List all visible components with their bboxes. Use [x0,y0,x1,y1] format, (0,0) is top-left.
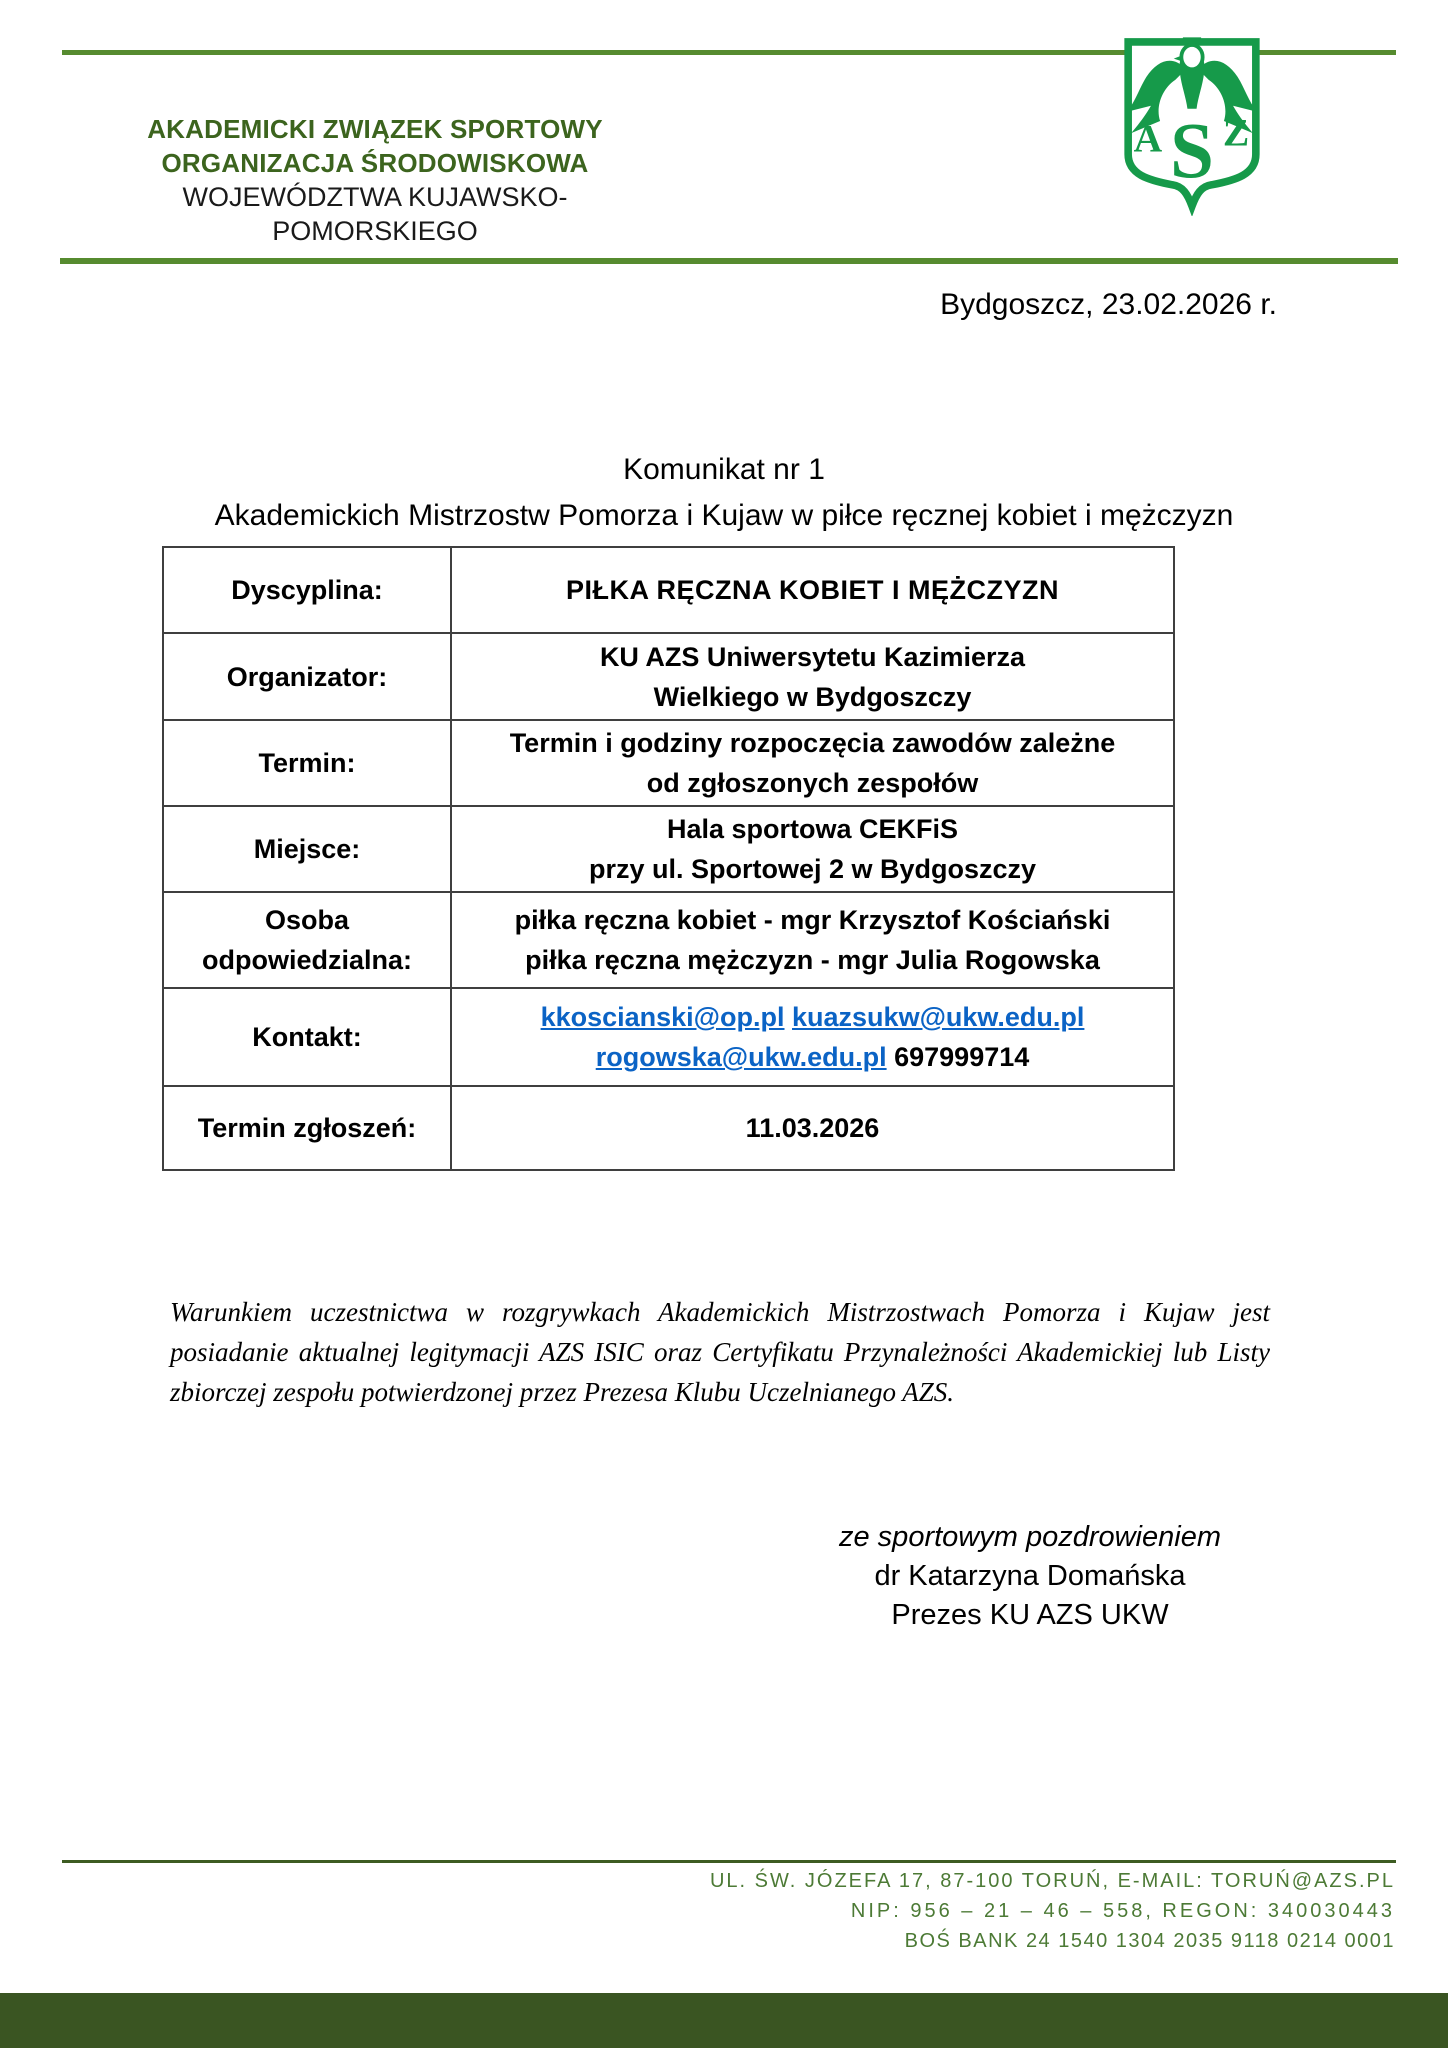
kontakt-line2 [460,1037,1165,1077]
row-value-miejsce [451,806,1174,892]
table-row [163,892,1174,988]
org-name-line1: AKADEMICKI ZWIĄZEK SPORTOWY [147,114,603,144]
signature-title: Prezes KU AZS UKW [891,1599,1169,1631]
table-row [163,1086,1174,1170]
footer-nip-regon-line: NIP: 956 – 21 – 46 – 558, REGON: 340030443 [850,1900,1395,1922]
kontakt-line1 [460,997,1165,1037]
signature-closing: ze sportowym pozdrowieniem [839,1521,1221,1553]
email-link-kuazsukw[interactable]: kuazsukw@ukw.edu.pl [792,1002,1085,1032]
logo-eagle-crown [1183,37,1201,43]
logo-letter-s: S [1170,108,1214,196]
bottom-green-bar [0,1993,1448,2048]
osoba-line1: piłka ręczna kobiet - mgr Krzysztof Kościański [514,905,1111,935]
email-link-kkoscianski[interactable]: kkoscianski@op.pl [540,1002,785,1032]
row-label-miejsce: Miejsce: [163,806,451,892]
participation-note: Warunkiem uczestnictwa w rozgrywkach Akademickich Mistrzostwach Pomorza i Kujaw jest posiadanie aktualnej legitymacji AZS ISIC oraz Certyfikatu Przynależności Akademickiej lub Listy zbiorczej zespołu potwierdzonej przez Prezesa Klubu Uczelnianego AZS. [170,1297,1270,1407]
table-row [163,806,1174,892]
logo-letter-a: A [1133,116,1163,161]
miejsce-line2: przy ul. Sportowej 2 w Bydgoszczy [588,854,1037,884]
date-line: Bydgoszcz, 23.02.2026 r. [940,288,1277,321]
footer-bank-line: BOŚ BANK 24 1540 1304 2035 9118 0214 0001 [904,1930,1395,1952]
logo-eagle-head [1181,45,1202,69]
azs-eagle-logo [1116,32,1268,216]
title-line2: Akademickich Mistrzostw Pomorza i Kujaw w piłce ręcznej kobiet i mężczyzn [214,499,1234,532]
org-name-line2: ORGANIZACJA ŚRODOWISKOWA [161,148,589,178]
row-label-kontakt: Kontakt: [163,988,451,1086]
footer-divider-line [62,1860,1396,1863]
table-row [163,547,1174,633]
organizator-line2: Wielkiego w Bydgoszczy [653,681,972,712]
row-label-osoba: Osoba odpowiedzialna: [163,892,451,988]
row-label-termin-zgloszen: Termin zgłoszeń: [163,1086,451,1170]
table-row [163,988,1174,1086]
event-info-table [162,546,1175,1171]
header-divider-line [60,258,1398,264]
signature-block [810,1518,1250,1635]
table-row [163,633,1174,720]
signature-name: dr Katarzyna Domańska [874,1560,1186,1592]
row-value-termin-zgloszen: 11.03.2026 [451,1086,1174,1170]
row-value-osoba [451,892,1174,988]
row-label-termin: Termin: [163,720,451,806]
logo-letter-z: Z [1222,110,1250,155]
row-value-kontakt [451,988,1174,1086]
termin-line2: od zgłoszonych zespołów [646,768,979,798]
document-title [0,447,1448,539]
email-link-rogowska[interactable]: rogowska@ukw.edu.pl [595,1042,887,1072]
organizator-line1: KU AZS Uniwersytetu Kazimierza [599,641,1026,672]
row-value-dyscyplina: PIŁKA RĘCZNA KOBIET I MĘŻCZYZN [451,547,1174,633]
letterhead [115,112,635,248]
row-value-organizator [451,633,1174,720]
row-label-dyscyplina: Dyscyplina: [163,547,451,633]
footer-address-line: UL. ŚW. JÓZEFA 17, 87-100 TORUŃ, E-MAIL: TORUŃ@AZS.PL [709,1870,1395,1892]
table-row [163,720,1174,806]
phone-number: 697999714 [894,1042,1030,1072]
termin-line1: Termin i godziny rozpoczęcia zawodów zależne [509,728,1116,758]
row-value-termin [451,720,1174,806]
miejsce-line1: Hala sportowa CEKFiS [666,814,959,844]
org-name-line3: WOJEWÓDZTWA KUJAWSKO-POMORSKIEGO [182,182,568,246]
row-label-organizator: Organizator: [163,633,451,720]
title-line1: Komunikat nr 1 [623,453,825,486]
osoba-line2: piłka ręczna mężczyzn - mgr Julia Rogowska [525,945,1100,975]
footer-contact-block [710,1866,1395,1956]
